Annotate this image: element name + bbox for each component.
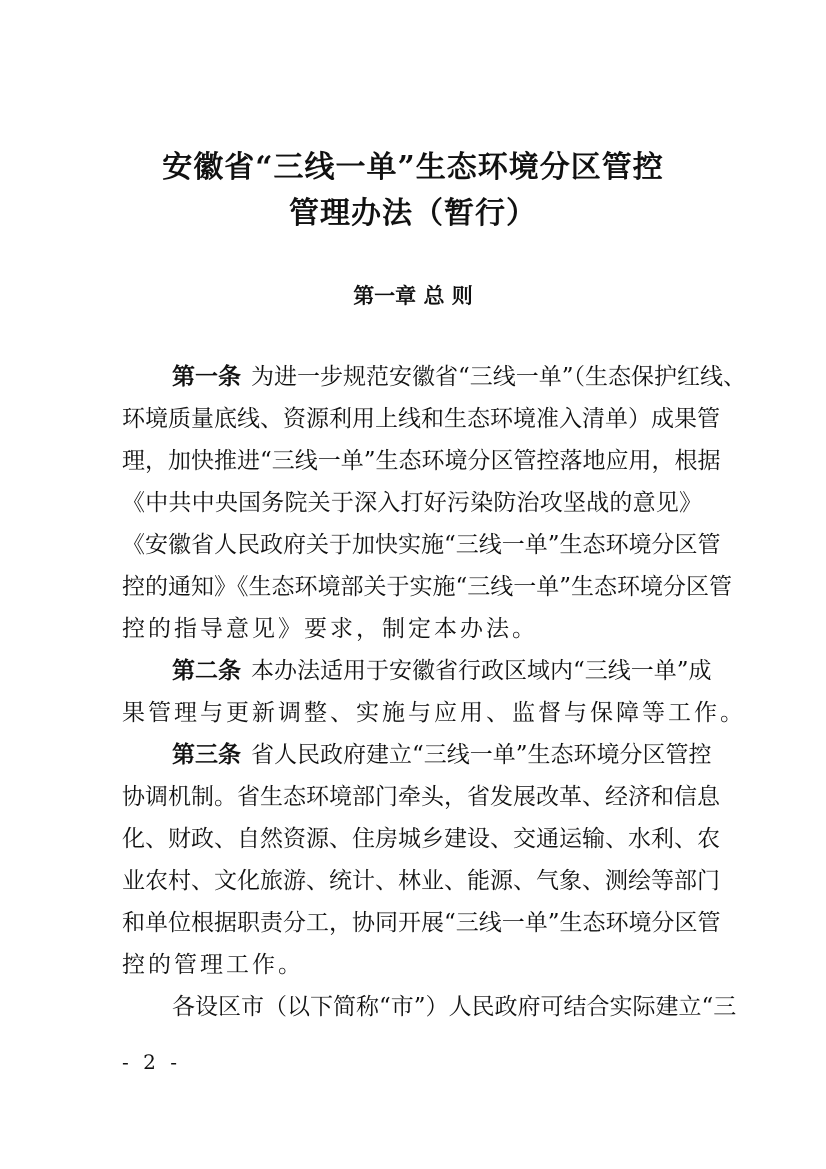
line-text: 省人民政府建立“三线一单”生态环境分区管控 [251,742,712,768]
body-line [172,362,747,392]
line-text: 协调机制。省生态环境部门牵头，省发展改革、经济和信息 [122,784,720,810]
body-line [122,950,702,980]
body-line [122,530,721,560]
body-line [172,740,712,770]
line-text: 控的管理工作。 [122,952,304,978]
document-title-line-1: 安徽省“三线一单”生态环境分区管控 [162,150,664,185]
line-text: 化、财政、自然资源、住房城乡建设、交通运输、水利、农 [122,826,720,852]
line-text: 为进一步规范安徽省“三线一单”（生态保护红线、 [251,364,747,390]
article-label: 第一条 [172,363,241,390]
line-text: 《中共中央国务院关于深入打好污染防治攻坚战的意见》 [122,490,702,516]
body-line [122,866,720,896]
line-text: 环境质量底线、资源利用上线和生态环境准入清单）成果管 [122,406,720,432]
page-number: - 2 - [122,1050,181,1074]
body-line [122,698,746,728]
body-line [122,572,733,602]
line-text: 果管理与更新调整、实施与应用、监督与保障等工作。 [122,700,746,726]
line-text: 本办法适用于安徽省行政区域内“三线一单”成 [251,658,712,684]
line-text: 《安徽省人民政府关于加快实施“三线一单”生态环境分区管 [122,532,721,558]
article-label: 第二条 [172,657,241,684]
article-label: 第三条 [172,741,241,768]
body-line [172,992,737,1022]
body-line [172,656,712,686]
body-line [122,446,721,476]
body-line [122,824,720,854]
body-line [122,488,702,518]
body-line [122,908,721,938]
body-line [122,782,720,812]
line-text: 控的指导意见》要求，制定本办法。 [122,616,538,642]
chapter-heading: 第一章 总 则 [353,283,473,308]
line-text: 理，加快推进“三线一单”生态环境分区管控落地应用，根据 [122,448,721,474]
document-title-line-2: 管理办法（暂行） [289,196,537,231]
line-text: 业农村、文化旅游、统计、林业、能源、气象、测绘等部门 [122,868,720,894]
body-line [122,404,720,434]
line-text: 各设区市（以下简称“市”）人民政府可结合实际建立“三 [172,994,737,1020]
body-line [122,614,702,644]
line-text: 控的通知》《生态环境部关于实施“三线一单”生态环境分区管 [122,574,733,600]
line-text: 和单位根据职责分工，协同开展“三线一单”生态环境分区管 [122,910,721,936]
